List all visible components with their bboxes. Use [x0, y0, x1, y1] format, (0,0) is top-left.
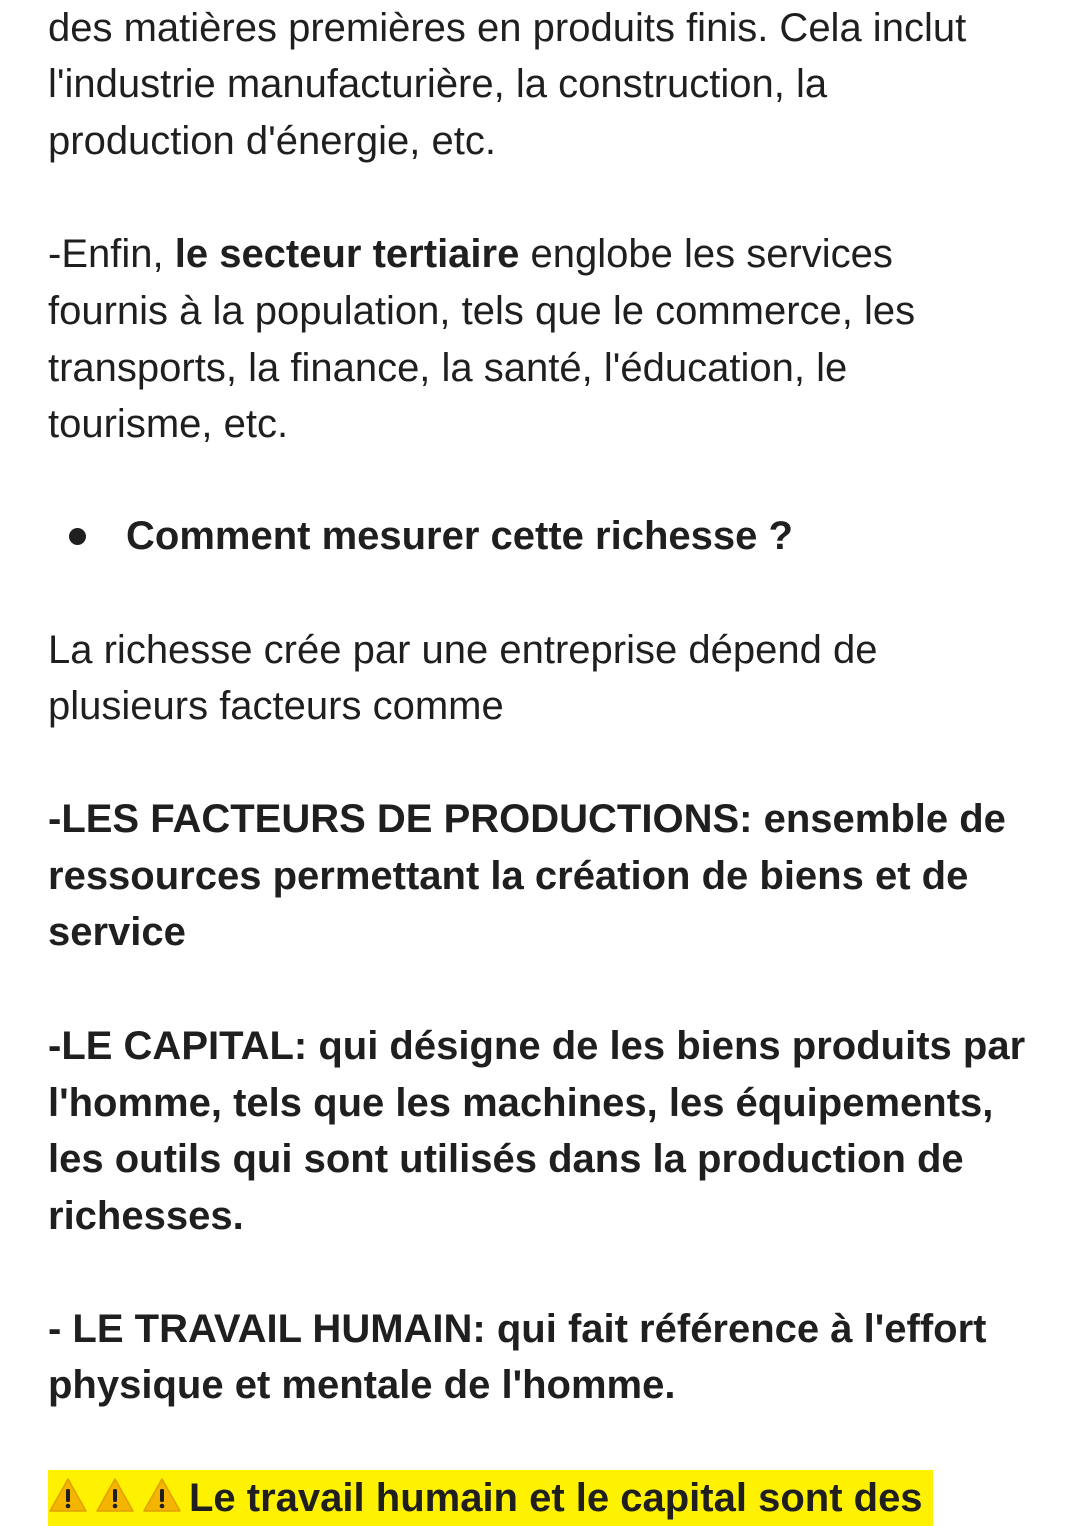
paragraph-line: des matières premières en produits finis. Cela inclut — [48, 6, 967, 50]
paragraph-line: production d'énergie, etc. — [48, 119, 496, 163]
bullet-dot — [69, 528, 86, 545]
paragraph-line: La richesse crée par une entreprise dépend de — [48, 628, 878, 672]
warning-highlight — [48, 1470, 933, 1526]
bold-term: le secteur tertiaire — [174, 232, 520, 276]
definition-line: ressources permettant la création de biens et de — [48, 854, 969, 898]
bullet-heading — [48, 508, 948, 564]
definition-line: -LES FACTEURS DE PRODUCTIONS: ensemble de — [48, 797, 1006, 841]
paragraph-prefix: -Enfin, — [48, 232, 175, 276]
definition-line: - LE TRAVAIL HUMAIN: qui fait référence à l'effort — [48, 1307, 987, 1351]
definition-line: -LE CAPITAL: qui désigne de les biens produits par — [48, 1024, 1026, 1068]
warning-icon — [95, 1475, 135, 1515]
definition-line: service — [48, 910, 186, 954]
definition-line: richesses. — [48, 1194, 244, 1238]
warning-icon — [48, 1475, 88, 1515]
paragraph-line: fournis à la population, tels que le commerce, les — [48, 289, 916, 333]
paragraph-rest: englobe les services — [519, 232, 893, 276]
paragraph-line: tourisme, etc. — [48, 402, 289, 446]
definition-line: les outils qui sont utilisés dans la production de — [48, 1137, 964, 1181]
bullet-heading-text: Comment mesurer cette richesse ? — [126, 514, 793, 558]
paragraph-line: l'industrie manufacturière, la construction, la — [48, 62, 828, 106]
definition-line: physique et mentale de l'homme. — [48, 1363, 676, 1407]
warning-icon — [142, 1475, 182, 1515]
paragraph-line: plusieurs facteurs comme — [48, 684, 504, 728]
paragraph-line-tertiaire — [48, 226, 893, 282]
definition-line: l'homme, tels que les machines, les équipements, — [48, 1081, 994, 1125]
warning-text: Le travail humain et le capital sont des — [189, 1476, 923, 1520]
paragraph-line: transports, la finance, la santé, l'éducation, le — [48, 346, 848, 390]
